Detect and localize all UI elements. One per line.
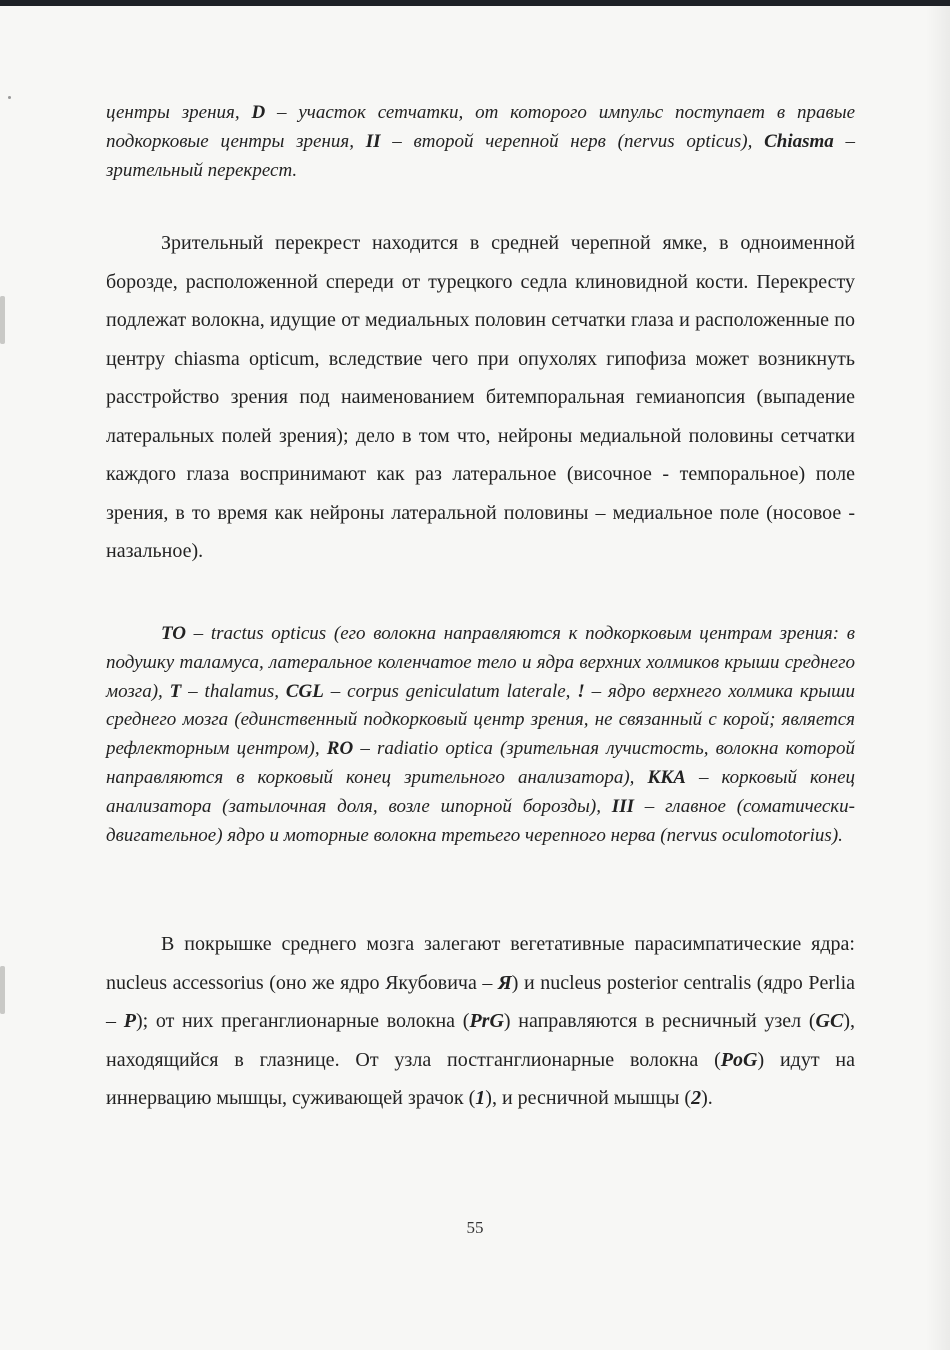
scan-speck — [8, 96, 11, 99]
key-1: 1 — [475, 1087, 486, 1109]
key-KKA: ККА — [647, 766, 686, 788]
key-TO: TO — [161, 623, 186, 644]
key-PoG: PoG — [720, 1048, 758, 1071]
key-II: II — [365, 130, 381, 152]
binding-mark-top — [0, 296, 5, 344]
caption-paragraph-1: центры зрения, D – участок сетчатки, от которого импульс поступает в правые подкорковые центры зрения, II – второй черепной нерв (nervus opticus), Chiasma – зрительный перекрест. — [106, 102, 856, 181]
body-paragraph-parasympathetic: В покрышке среднего мозга залегают вегетативные парасимпатические ядра: nucleus accessorius (оно же ядро Якубовича – Я) и nucleus posterior centralis (ядро Perlia – P); от них преганглионарные волокна (PrG) направляются в ресничный узел (GC), находящийся в глазнице. От узла постганглионарные волокна (PoG) идут на иннервацию мышцы, суживающей зрачок (1), и ресничной мышцы (2). — [106, 933, 856, 1109]
page-number: 55 — [466, 1218, 484, 1237]
key-RO: RO — [326, 738, 354, 760]
key-D: D — [251, 102, 266, 123]
key-exclamation: ! — [577, 680, 585, 702]
body-paragraph-chiasma: Зрительный перекрест находится в средней черепной ямке, в одноименной борозде, расположенной спереди от турецкого седла клиновидной кости. Перекресту подлежат волокна, идущие от медиальных половин сетчатки глаза и расположенные по центру chiasma opticum, вследствие чего при опухолях гипофиза может возникнуть расстройство зрения под наименованием битемпоральная гемианопсия (выпадение латеральных полей зрения); дело в том что, нейроны медиальной половины сетчатки каждого глаза воспринимают как раз латеральное (височное - темпоральное) поле зрения, в то время как нейроны латеральной половины – медиальное поле (носовое - назальное). — [106, 232, 855, 562]
key-GC: GC — [815, 1010, 844, 1032]
key-2: 2 — [691, 1087, 702, 1109]
key-PrG: PrG — [469, 1010, 504, 1032]
page-edge-shadow — [926, 6, 950, 1350]
key-chiasma: Chiasma — [764, 130, 834, 152]
key-Ya: Я — [497, 971, 512, 994]
caption-paragraph-2: TO – tractus opticus (его волокна направляются к подкорковым центрам зрения: в подушку таламуса, латеральное коленчатое тело и ядра верхних холмиков крыши среднего мозга), T – thalamus, CGL – corpus geniculatum laterale, ! – ядро верхнего холмика крыши среднего мозга (единственный подкорковый центр зрения, не связанный с корой; является рефлекторным центром), RO – radiatio optica (зрительная лучистость, волокна которой направляются в корковый конец зрительного анализатора), ККА – корковый конец анализатора (затылочная доля, возле шпорной борозды), III – главное (соматически-двигательное) ядро и моторные волокна третьего черепного нерва (nervus oculomotorius). — [106, 623, 856, 846]
binding-mark-bottom — [0, 966, 5, 1014]
key-T: T — [169, 680, 182, 702]
key-P: P — [123, 1010, 136, 1032]
key-CGL: CGL — [285, 680, 324, 702]
key-III: III — [611, 795, 634, 817]
